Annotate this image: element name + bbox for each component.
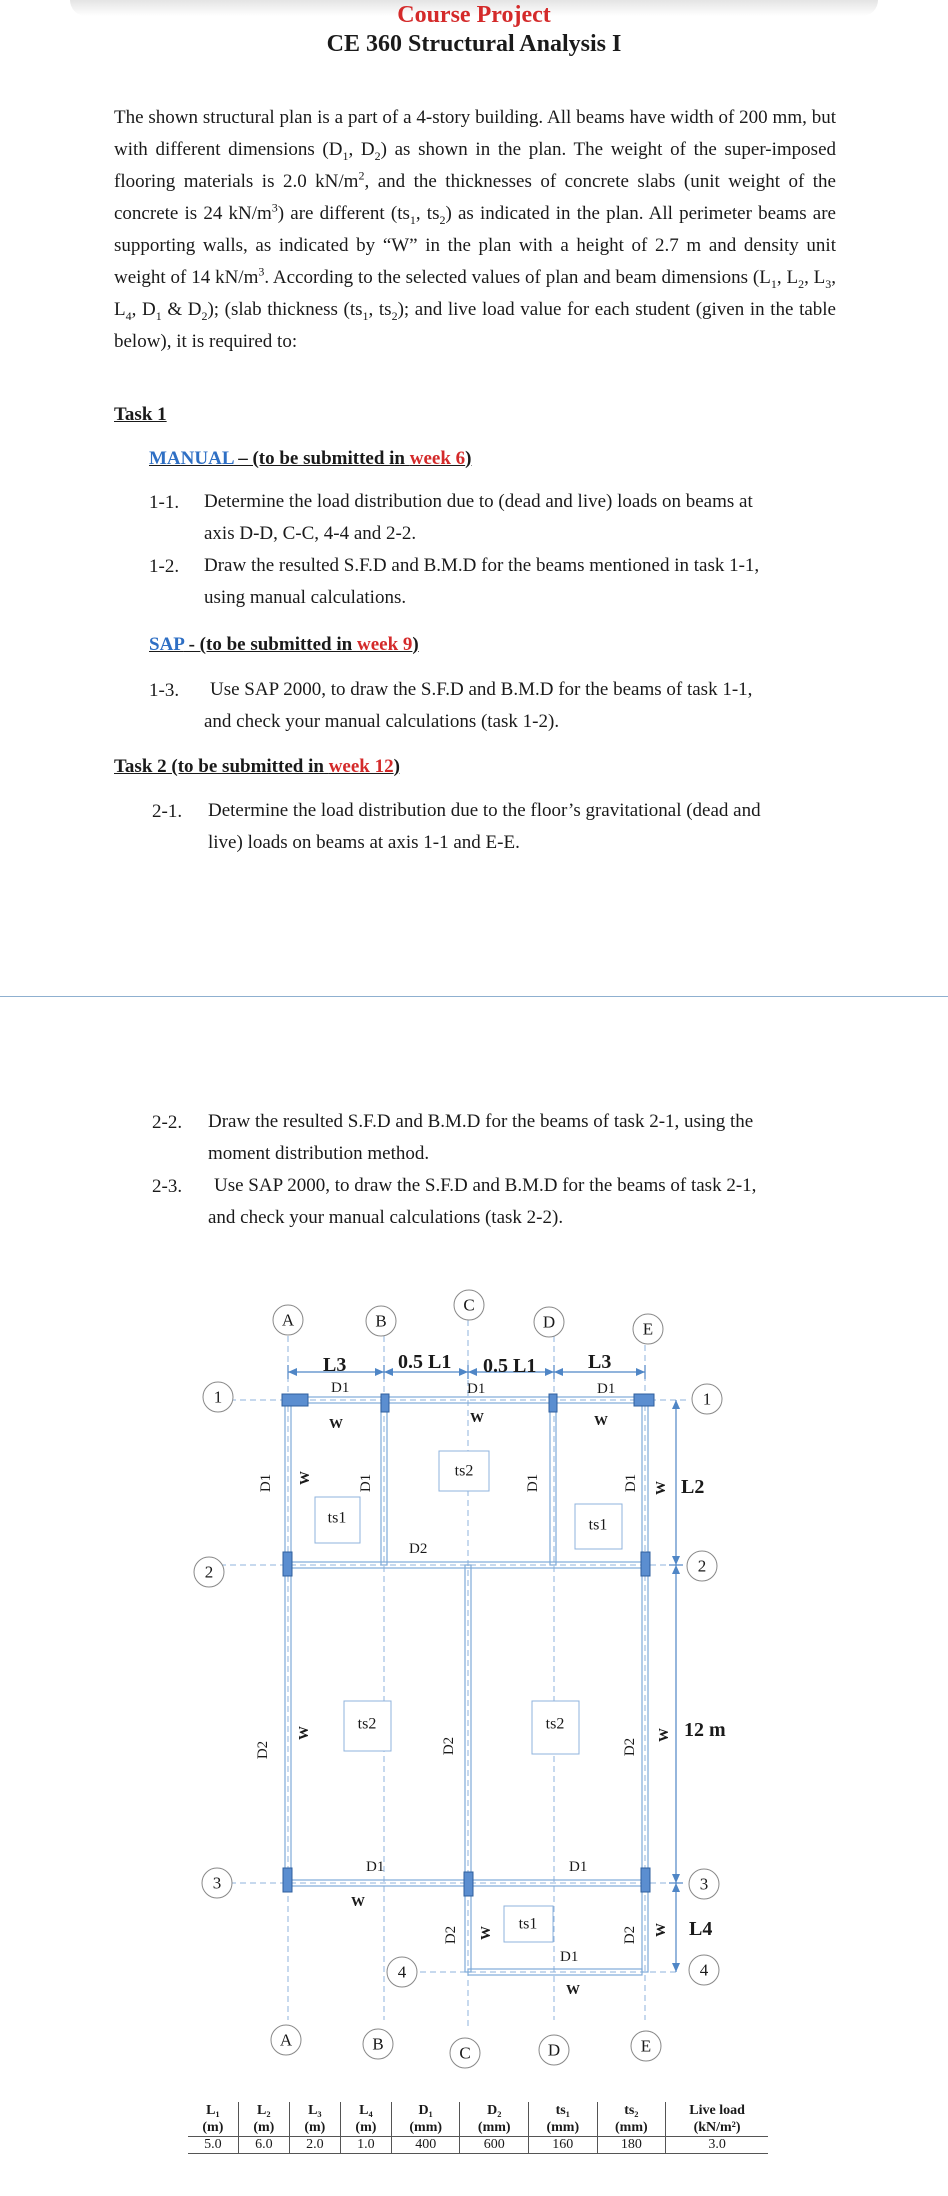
- item-1-2-line1: Draw the resulted S.F.D and B.M.D for the beams mentioned in task 1-1,: [204, 555, 760, 576]
- table-header: L₁ (m): [188, 2102, 238, 2137]
- table-header: L₂ (m): [238, 2102, 289, 2137]
- item-1-2-line2: using manual calculations.: [204, 587, 407, 608]
- column-D1: [549, 1394, 557, 1412]
- table-cell: 2.0: [289, 2137, 340, 2154]
- table-cell: 160: [529, 2137, 598, 2154]
- table-row: [188, 2137, 768, 2154]
- dim-label-12m: 12 m: [684, 1719, 726, 1741]
- axis-label-C-top: C: [463, 1295, 475, 1315]
- slab-label-ts2-CE: ts2: [545, 1715, 565, 1733]
- dim-arrow-D-left: [545, 1368, 554, 1376]
- intro-paragraph: The shown structural plan is a part of a 4-story building. All beams have width of 200 mm, but with different dimensions ($D_1$, $D_2$) as shown in the plan. The weight of the super-imposed flooring materials is 2.0 $kN/m^2$, and the thicknesses of concrete slabs (unit weight of the concrete is 24 $kN/m^3$) are different ($ts_1$, $ts_2$) as indicated in the plan. All perimeter beams are supporting walls, as indicated by “W” in the plan with a height of 2.7 m and density unit weight of 14 $kN/m^3$. According to the selected values of plan and beam dimensions ($L_1$, $L_2$, $L_3$, $L_4$, $D_1$ & $D_2$); (slab thickness ($ts_1$, $ts_2$); and live load value for each student (given in the table below), it is required to:: [114, 107, 837, 352]
- dim-arrow-C-right: [468, 1368, 477, 1376]
- column-A2: [283, 1552, 292, 1576]
- table-header: ts₂ (mm): [597, 2102, 666, 2137]
- item-1-3-line2: and check your manual calculations (task 1-2).: [204, 711, 560, 732]
- dim-arrow-E: [636, 1368, 645, 1376]
- beam-depth-B-upper: D1: [358, 1473, 374, 1493]
- item-1-2-number: 1-2.: [149, 556, 180, 577]
- item-2-2-line1: Draw the resulted S.F.D and B.M.D for the beams of task 2-1, using the: [208, 1111, 754, 1132]
- wall-mark-BD-1: W: [470, 1411, 484, 1426]
- beam-depth-A-lower: D2: [255, 1740, 271, 1760]
- wall-mark-A-upper: W: [298, 1471, 313, 1485]
- course-title: CE 360 Structural Analysis I: [326, 31, 622, 57]
- dim-arrow-A: [288, 1368, 297, 1376]
- dim-label-L4: L4: [689, 1918, 713, 1940]
- dim-arrow-2-down: [672, 1565, 680, 1574]
- slab-label-ts1-bottom: ts1: [518, 1915, 538, 1933]
- beam-depth-CE-3: D1: [569, 1859, 588, 1875]
- axis-label-3-right: 3: [699, 1874, 709, 1894]
- column-A3: [283, 1868, 292, 1892]
- beam-depth-E-upper: D1: [623, 1473, 639, 1493]
- axis-label-2-right: 2: [697, 1556, 707, 1576]
- dim-label-L3-right: L3: [588, 1351, 612, 1373]
- item-2-3-line1: Use SAP 2000, to draw the S.F.D and B.M.D for the beams of task 2-1,: [214, 1175, 757, 1196]
- dim-arrow-D-right: [554, 1368, 563, 1376]
- slab-label-ts2-AC: ts2: [357, 1715, 377, 1733]
- beam-depth-D-upper: D1: [525, 1473, 541, 1493]
- beam-depth-E-lower: D2: [622, 1737, 638, 1757]
- column-A1: [282, 1394, 308, 1406]
- axis-label-B-bottom: B: [372, 2034, 384, 2054]
- wall-mark-E-upper: W: [654, 1481, 669, 1495]
- document-title: Course Project: [397, 2, 551, 28]
- table-header: ts₁ (mm): [529, 2102, 598, 2137]
- axis-label-B-top: B: [375, 1311, 387, 1331]
- dim-label-half-L1-left: 0.5 L1: [398, 1351, 452, 1373]
- axis-label-2-left: 2: [204, 1562, 214, 1582]
- table-cell: 600: [460, 2137, 529, 2154]
- axis-label-3-left: 3: [212, 1873, 222, 1893]
- task2-heading: Task 2 (to be submitted in week 12): [114, 756, 400, 777]
- dim-arrow-B-right: [384, 1368, 393, 1376]
- dim-arrow-B-left: [375, 1368, 384, 1376]
- table-cell: 5.0: [188, 2137, 238, 2154]
- item-1-1-line2: axis D-D, C-C, 4-4 and 2-2.: [204, 523, 417, 544]
- item-1-1-line1: Determine the load distribution due to (dead and live) loads on beams at: [204, 491, 753, 512]
- dim-label-L2: L2: [681, 1476, 705, 1498]
- beam-depth-DE-1: D1: [597, 1381, 616, 1397]
- table-header: L₃ (m): [289, 2102, 340, 2137]
- table-cell: 180: [597, 2137, 666, 2154]
- student-values-table: [188, 2102, 768, 2154]
- axis-label-4-left: 4: [397, 1962, 407, 1982]
- axis-label-1-right: 1: [702, 1389, 712, 1409]
- table-header-row: [188, 2102, 768, 2137]
- wall-mark-axis-4: W: [566, 1983, 580, 1998]
- slab-label-ts2-BD: ts2: [454, 1462, 474, 1480]
- wall-mark-C-bottom: W: [479, 1926, 494, 1940]
- sap-heading: SAP - (to be submitted in week 9): [149, 634, 419, 655]
- table-header: D₂ (mm): [460, 2102, 529, 2137]
- axis-label-A-bottom: A: [279, 2030, 293, 2050]
- dim-arrow-1: [672, 1400, 680, 1409]
- slab-label-ts1-AB: ts1: [327, 1509, 347, 1527]
- item-2-2-line2: moment distribution method.: [208, 1143, 430, 1164]
- dim-arrow-4: [672, 1963, 680, 1972]
- beam-axis-D-upper: [550, 1400, 556, 1565]
- beam-depth-axis-2: D2: [409, 1541, 428, 1557]
- dim-label-half-L1-right: 0.5 L1: [483, 1355, 537, 1377]
- beam-depth-E-bottom: D2: [622, 1925, 638, 1945]
- dim-arrow-3-down: [672, 1883, 680, 1892]
- wall-mark-AB-1: W: [329, 1417, 343, 1432]
- axis-label-4-right: 4: [699, 1960, 709, 1980]
- table-header: D₁ (mm): [391, 2102, 460, 2137]
- dim-arrow-3-up: [672, 1874, 680, 1883]
- wall-mark-A-lower: W: [297, 1726, 312, 1740]
- table-header: L₄ (m): [340, 2102, 391, 2137]
- item-2-1-number: 2-1.: [152, 801, 183, 822]
- item-1-3-line1: Use SAP 2000, to draw the S.F.D and B.M.D for the beams of task 1-1,: [210, 679, 753, 700]
- item-2-1-line2: live) loads on beams at axis 1-1 and E-E.: [208, 832, 520, 853]
- beam-depth-C-lower: D2: [441, 1736, 457, 1756]
- dim-arrow-C-left: [459, 1368, 468, 1376]
- wall-mark-AC-3: W: [351, 1895, 365, 1910]
- column-E3: [641, 1868, 650, 1892]
- axis-label-D-bottom: D: [547, 2040, 561, 2060]
- column-C3: [464, 1872, 473, 1896]
- beam-depth-AB-1: D1: [331, 1380, 350, 1396]
- item-2-3-line2: and check your manual calculations (task 2-2).: [208, 1207, 564, 1228]
- beam-depth-C-bottom: D2: [443, 1925, 459, 1945]
- slab-label-ts1-DE: ts1: [588, 1516, 608, 1534]
- beam-depth-BD-1: D1: [467, 1381, 486, 1397]
- table-header: Live load (kN/m²): [689, 2103, 745, 2135]
- table-cell: 6.0: [238, 2137, 289, 2154]
- axis-label-C-bottom: C: [459, 2043, 471, 2063]
- table-cell: 400: [391, 2137, 460, 2154]
- column-E1: [634, 1394, 654, 1406]
- item-1-3-number: 1-3.: [149, 680, 180, 701]
- beam-depth-AC-3: D1: [366, 1859, 385, 1875]
- table-cell: 3.0: [666, 2137, 768, 2154]
- axis-label-E-bottom: E: [640, 2036, 652, 2056]
- dim-arrow-2-up: [672, 1556, 680, 1565]
- wall-mark-E-bottom: W: [654, 1923, 669, 1937]
- item-1-1-number: 1-1.: [149, 492, 180, 513]
- column-E2: [641, 1552, 650, 1576]
- wall-mark-DE-1: W: [594, 1414, 608, 1429]
- axis-label-1-left: 1: [213, 1387, 223, 1407]
- task1-heading: Task 1: [114, 404, 167, 425]
- wall-mark-E-lower: W: [657, 1728, 672, 1742]
- item-2-3-number: 2-3.: [152, 1176, 183, 1197]
- column-B1: [381, 1394, 389, 1412]
- dim-label-L3-left: L3: [323, 1354, 347, 1376]
- item-2-1-line1: Determine the load distribution due to the floor’s gravitational (dead and: [208, 800, 761, 821]
- axis-label-D-top: D: [542, 1312, 556, 1332]
- item-2-2-number: 2-2.: [152, 1112, 183, 1133]
- axis-label-A-top: A: [281, 1310, 295, 1330]
- manual-heading: MANUAL – (to be submitted in week 6): [149, 448, 472, 469]
- beam-depth-A-upper: D1: [258, 1473, 274, 1493]
- table-cell: 1.0: [340, 2137, 391, 2154]
- axis-label-E-top: E: [642, 1319, 654, 1339]
- beam-depth-axis-4: D1: [560, 1949, 579, 1965]
